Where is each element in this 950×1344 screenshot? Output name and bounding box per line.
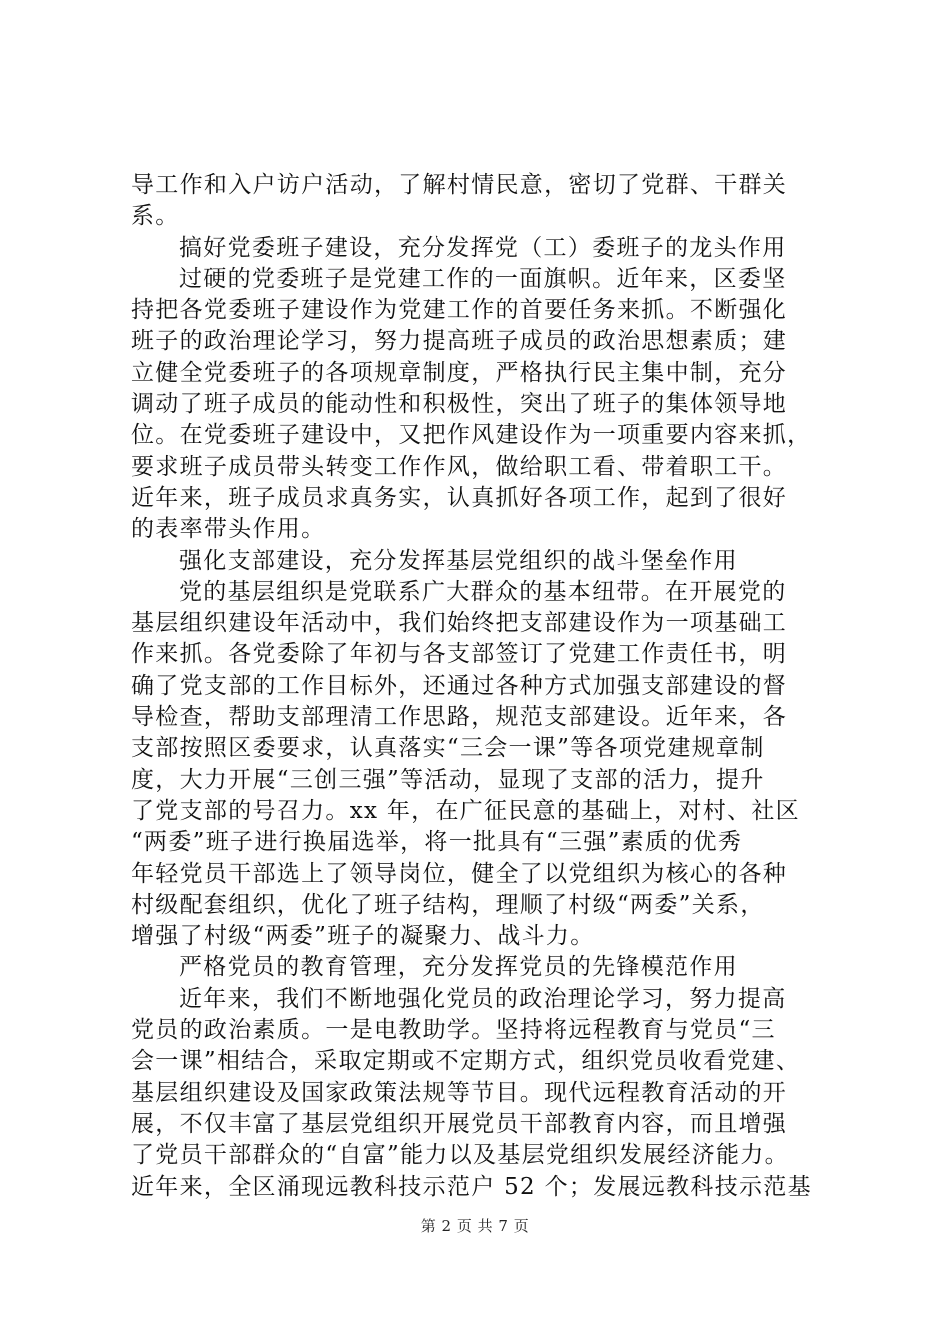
text-line: 了党支部的号召力。xx 年，在广征民意的基础上，对村、社区: [131, 797, 800, 824]
text-line: 村级配套组织，优化了班子结构，理顺了村级“两委”关系，: [131, 891, 765, 918]
text-line: “两委”班子进行换届选举，将一批具有“三强”素质的优秀: [131, 829, 743, 856]
text-line: 班子的政治理论学习，努力提高班子成员的政治思想素质；建: [131, 328, 788, 355]
text-line: 近年来，班子成员求真务实，认真抓好各项工作，起到了很好: [131, 484, 788, 511]
text-line: 支部按照区委要求，认真落实“三会一课”等各项党建规章制: [131, 735, 765, 762]
text-line: 确了党支部的工作目标外，还通过各种方式加强支部建设的督: [131, 672, 788, 699]
text-line: 基层组织建设年活动中，我们始终把支部建设作为一项基础工: [131, 610, 788, 637]
text-line: 基层组织建设及国家政策法规等节目。现代远程教育活动的开: [131, 1079, 788, 1106]
text-line: 近年来，我们不断地强化党员的政治理论学习，努力提高: [179, 985, 787, 1012]
text-line: 强化支部建设，充分发挥基层党组织的战斗堡垒作用: [179, 547, 738, 574]
text-line: 位。在党委班子建设中，又把作风建设作为一项重要内容来抓，: [131, 422, 812, 449]
text-line: 党的基层组织是党联系广大群众的基本纽带。在开展党的: [179, 578, 787, 605]
text-line: 立健全党委班子的各项规章制度，严格执行民主集中制，充分: [131, 359, 788, 386]
text-line: 年轻党员干部选上了领导岗位，健全了以党组织为核心的各种: [131, 860, 788, 887]
text-line: 作来抓。各党委除了年初与各支部签订了党建工作责任书，明: [131, 641, 788, 668]
text-line: 会一课”相结合，采取定期或不定期方式，组织党员收看党建、: [131, 1048, 801, 1075]
text-line: 严格党员的教育管理，充分发挥党员的先锋模范作用: [179, 954, 738, 981]
text-line: 展，不仅丰富了基层党组织开展党员干部教育内容，而且增强: [131, 1110, 788, 1137]
text-line: 过硬的党委班子是党建工作的一面旗帜。近年来，区委坚: [179, 265, 787, 292]
text-line: 了党员干部群众的“自富”能力以及基层党组织发展经济能力。: [131, 1142, 789, 1169]
text-line: 调动了班子成员的能动性和积极性，突出了班子的集体领导地: [131, 391, 788, 418]
text-line: 度，大力开展“三创三强”等活动，显现了支部的活力，提升: [131, 766, 765, 793]
text-line: 系。: [131, 203, 180, 230]
document-body: [131, 170, 831, 1203]
page-number-footer: 第 2 页 共 7 页: [420, 1217, 530, 1235]
text-line: 搞好党委班子建设，充分发挥党（工）委班子的龙头作用: [179, 234, 787, 261]
text-line: 导工作和入户访户活动，了解村情民意，密切了党群、干群关: [131, 172, 788, 198]
text-line: 持把各党委班子建设作为党建工作的首要任务来抓。不断强化: [131, 297, 788, 324]
text-line: 党员的政治素质。一是电教助学。坚持将远程教育与党员“三: [131, 1017, 776, 1044]
text-line: 导检查，帮助支部理清工作思路，规范支部建设。近年来，各: [131, 704, 788, 731]
text-line: 要求班子成员带头转变工作作风，做给职工看、带着职工干。: [131, 453, 788, 480]
text-line: 的表率带头作用。: [131, 516, 326, 543]
text-line: 增强了村级“两委”班子的凝聚力、战斗力。: [131, 923, 595, 950]
text-line: 近年来，全区涌现远教科技示范户 52 个；发展远教科技示范基: [131, 1173, 812, 1200]
